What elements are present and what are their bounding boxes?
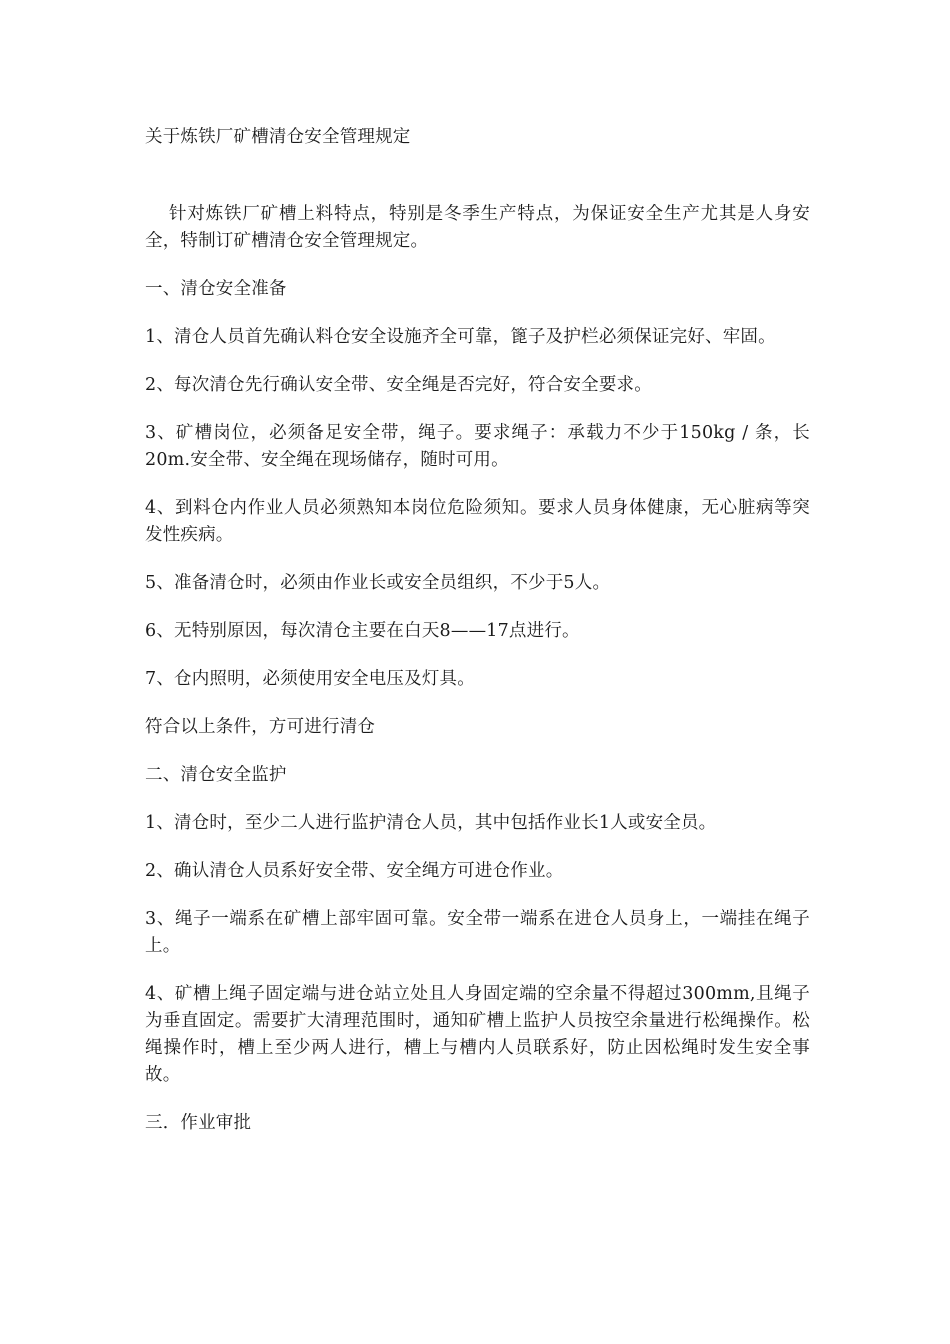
section-heading-preparation: 一、清仓安全准备: [145, 279, 287, 299]
preparation-conclusion: 符合以上条件，方可进行清仓: [145, 717, 376, 737]
preparation-item-5: 5、准备清仓时，必须由作业长或安全员组织，不少于5人。: [145, 573, 611, 593]
supervision-item-2: 2、确认清仓人员系好安全带、安全绳方可进仓作业。: [145, 861, 564, 881]
supervision-item-1: 1、清仓时，至少二人进行监护清仓人员，其中包括作业长1人或安全员。: [145, 813, 717, 833]
preparation-item-4: 4、到料仓内作业人员必须熟知本岗位危险须知。要求人员身体健康，无心脏病等突发性疾病。: [145, 498, 810, 545]
preparation-item-6: 6、无特别原因，每次清仓主要在白天8——17点进行。: [145, 621, 580, 641]
preparation-item-2: 2、每次清仓先行确认安全带、安全绳是否完好，符合安全要求。: [145, 375, 652, 395]
section-heading-supervision: 二、清仓安全监护: [145, 765, 287, 785]
document-title: 关于炼铁厂矿槽清仓安全管理规定: [145, 127, 411, 147]
intro-paragraph: 针对炼铁厂矿槽上料特点，特别是冬季生产特点，为保证安全生产尤其是人身安全，特制订矿槽清仓安全管理规定。: [145, 204, 810, 251]
supervision-item-4: 4、矿槽上绳子固定端与进仓站立处且人身固定端的空余量不得超过300mm,且绳子为垂直固定。需要扩大清理范围时，通知矿槽上监护人员按空余量进行松绳操作。松绳操作时，槽上至少两人进行，槽上与槽内人员联系好，防止因松绳时发生安全事故。: [145, 984, 810, 1085]
supervision-item-3: 3、绳子一端系在矿槽上部牢固可靠。安全带一端系在进仓人员身上，一端挂在绳子上。: [145, 909, 810, 956]
document-body: [145, 124, 810, 1158]
preparation-item-3: 3、矿槽岗位，必须备足安全带，绳子。要求绳子：承载力不少于150kg / 条，长20m.安全带、安全绳在现场储存，随时可用。: [145, 423, 810, 470]
section-heading-approval: 三．作业审批: [145, 1113, 252, 1133]
preparation-item-1: 1、清仓人员首先确认料仓安全设施齐全可靠，篦子及护栏必须保证完好、牢固。: [145, 327, 776, 347]
preparation-item-7: 7、仓内照明，必须使用安全电压及灯具。: [145, 669, 475, 689]
